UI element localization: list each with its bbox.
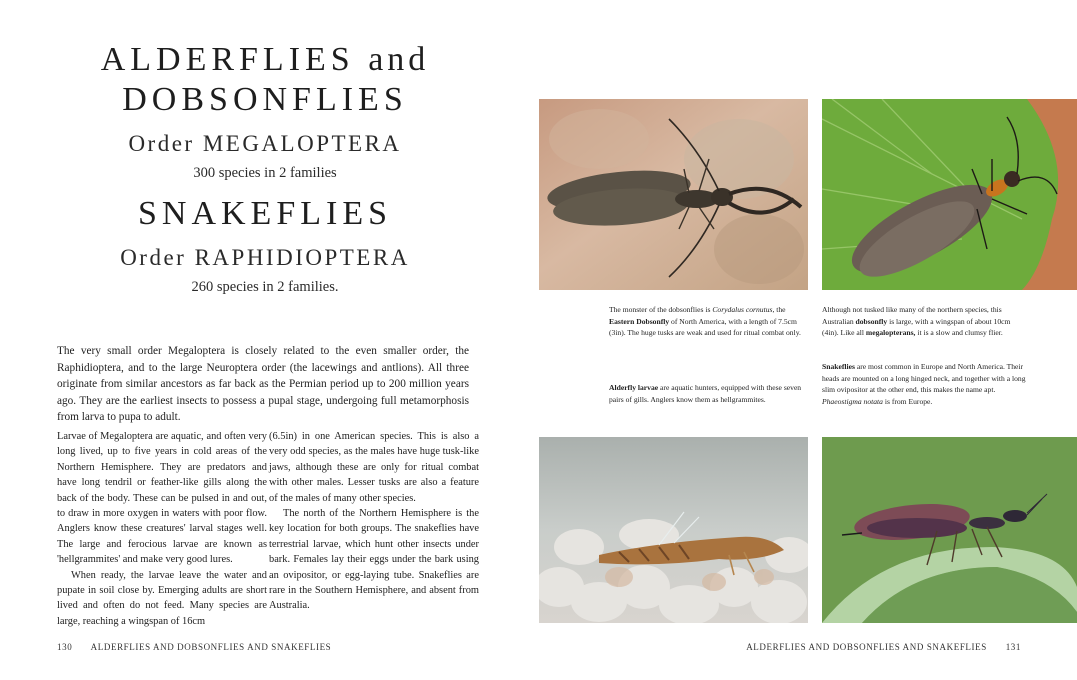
species-count-megaloptera: 300 species in 2 families: [193, 165, 337, 181]
body-paragraph: The north of the Northern Hemisphere is the key location for both groups. The snakeflies have terrestrial larvae, which hunt other insects under bark. Females lay their eggs under the bark using an ovipositor, or egg-laying tube. Snakeflies are rare in the Southern Hemisphere, and absent from Australia.: [269, 508, 479, 612]
running-head-right: ALDERFLIES AND DOBSONFLIES AND SNAKEFLIES: [746, 642, 987, 652]
order-megaloptera: Order MEGALOPTERA: [128, 131, 402, 156]
species-count-raphidioptera: 260 species in 2 families.: [191, 279, 339, 295]
chapter-title: [55, 40, 475, 120]
body-column-2: [269, 429, 479, 614]
caption-snakeflies: Snakeflies are most common in Europe and North America. Their heads are mounted on a long hinged neck, and together with a long slim ovipositor at the other end, this makes the name apt. Phaeostigma notata is from Europe.: [822, 362, 1026, 406]
caption-australian-dobsonfly: Although not tusked like many of the northern species, this Australian dobsonfly is large, with a wingspan of about 10cm (4in). Like all megalopterans, it is a slow and clumsy flier.: [822, 305, 1011, 337]
photo-snakefly: [822, 437, 1077, 623]
chapter-heading: [55, 40, 475, 297]
photo-australian-dobsonfly: [822, 99, 1077, 290]
title-and: and: [368, 41, 430, 78]
title-snakeflies: SNAKEFLIES: [137, 195, 393, 232]
snakefly-image: [822, 437, 1077, 623]
title-alderflies: ALDERFLIES: [100, 41, 355, 78]
body-column-1: [57, 429, 267, 629]
alderfly-larva-image: [539, 437, 808, 623]
order-raphidioptera: Order RAPHIDIOPTERA: [120, 245, 410, 270]
body-paragraph: Larvae of Megaloptera are aquatic, and often very long lived, up to five years in cold areas of the Northern Hemisphere. They are predators and have long tendril or feather-like gills along the back of the body. These can be pulsed in and out, to draw in more oxygen in waters with poor flow. Anglers know these creatures' larval stages well. The large and ferocious larvae are known as 'hellgrammites' and make very good lures.: [57, 431, 267, 566]
left-page: [0, 0, 535, 680]
intro-paragraph: The very small order Megaloptera is closely related to the even smaller order, the Raphidioptera, and to the large Neuroptera order (the lacewings and antlions). All three originate from similar ancestors as far back as the Permian period up to 200 million years ago. They are the earliest insects to possess a pupal stage, undergoing full metamorphosis from larva to pupa to adult.: [57, 345, 469, 424]
dobsonfly-image: [539, 99, 808, 290]
photo-alderfly-larva: [539, 437, 808, 623]
footer-left: [57, 642, 331, 652]
photo-eastern-dobsonfly: [539, 99, 808, 290]
caption-eastern-dobsonfly: The monster of the dobsonflies is Corydalus cornutus, the Eastern Dobsonfly of North America, with a length of 7.5cm (3in). The huge tusks are weak and used for ritual combat only.: [609, 305, 801, 337]
caption-alderfly-larvae: Alderfly larvae are aquatic hunters, equipped with these seven pairs of gills. Anglers know them as hellgrammites.: [609, 383, 802, 404]
australian-dobsonfly-image: [822, 99, 1077, 290]
title-dobsonflies: DOBSONFLIES: [122, 81, 408, 118]
page-number-right: 131: [1005, 642, 1021, 652]
body-paragraph: (6.5in) in one American species. This is also a very odd species, as the males have huge tusk-like jaws, although these are only for ritual combat with other males. Lesser tusks are also a feature of the males of many other species.: [269, 431, 479, 504]
running-head-left: ALDERFLIES AND DOBSONFLIES AND SNAKEFLIES: [90, 642, 332, 652]
page-number-left: 130: [57, 642, 73, 652]
body-paragraph: When ready, the larvae leave the water and pupate in soil close by. Emerging adults are short lived and often do not feed. Many species are large, reaching a wingspan of 16cm: [57, 569, 267, 627]
footer-right: [746, 642, 1021, 652]
